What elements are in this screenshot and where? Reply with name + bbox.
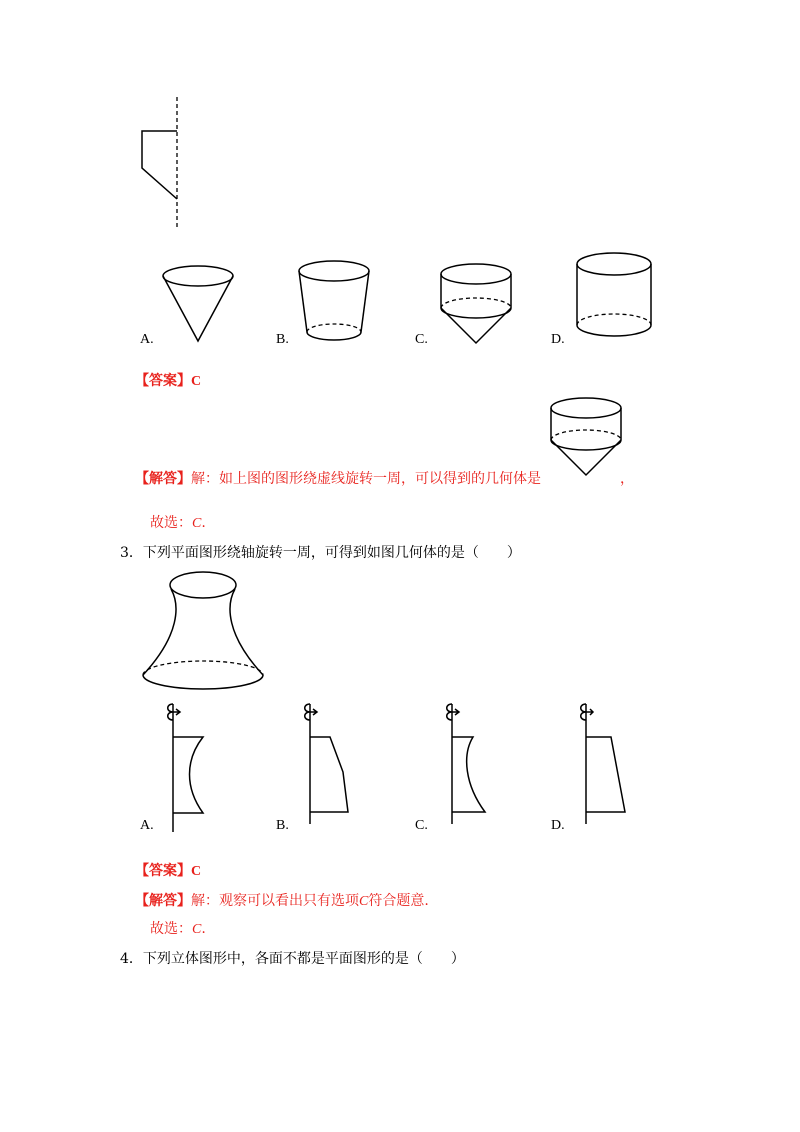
q3-option-c-label[interactable]: C. <box>415 818 428 833</box>
q2-choose-text: 故选： <box>150 515 192 531</box>
q2-choose <box>150 512 206 532</box>
q2-option-c-label[interactable]: C. <box>415 332 428 347</box>
rotation-arrow-icon <box>447 704 459 720</box>
q3-option-a-label[interactable]: A. <box>140 818 154 833</box>
q3-explain-text-2: 符合题意. <box>368 893 429 909</box>
q2-option-c-cylinder-cone <box>438 258 518 350</box>
q2-option-d-label[interactable]: D. <box>551 332 565 347</box>
q3-option-d-figure <box>573 700 633 835</box>
q2-answer-value: C <box>191 374 202 389</box>
q4-number: 4． <box>120 951 143 967</box>
q3-option-c-figure <box>440 700 500 835</box>
q2-choose-value: C <box>192 516 202 531</box>
q3-option-a-figure <box>160 700 220 835</box>
q3-stem <box>120 542 521 562</box>
q2-option-b-label[interactable]: B. <box>276 332 289 347</box>
q2-explanation <box>135 468 541 488</box>
q3-choose <box>150 918 206 938</box>
q2-option-a-cone <box>160 258 240 348</box>
q3-explain-text-1: 解：观察可以看出只有选项 <box>191 893 359 909</box>
q2-option-b-frustum <box>296 255 376 347</box>
q2-explain-label: 【解答】 <box>135 471 191 487</box>
rotation-arrow-icon <box>168 704 180 720</box>
q2-answer <box>135 370 201 390</box>
q3-choose-text: 故选： <box>150 921 192 937</box>
q3-answer-label: 【答案】 <box>135 863 191 879</box>
q2-choose-end: . <box>201 515 206 531</box>
q3-number: 3． <box>120 545 143 561</box>
q3-option-d-label[interactable]: D. <box>551 818 565 833</box>
rotation-arrow-icon <box>581 704 593 720</box>
q2-answer-label: 【答案】 <box>135 373 191 389</box>
q3-choose-end: . <box>201 921 206 937</box>
q3-solid-figure <box>138 565 268 695</box>
q4-stem <box>120 948 465 968</box>
q2-option-d-cylinder <box>573 250 658 350</box>
q3-answer <box>135 860 201 880</box>
q3-explain-label: 【解答】 <box>135 893 191 909</box>
q2-option-a-label[interactable]: A. <box>140 332 154 347</box>
q2-section-figure <box>130 95 190 235</box>
q2-explain-solid-figure <box>548 396 628 481</box>
q3-option-b-label[interactable]: B. <box>276 818 289 833</box>
q3-explain-var: C <box>359 894 369 909</box>
q4-stem-text: 下列立体图形中，各面不都是平面图形的是（ ） <box>142 951 465 967</box>
q2-explain-text: 解：如上图的图形绕虚线旋转一周，可以得到的几何体是 <box>191 471 541 487</box>
q3-stem-text: 下列平面图形绕轴旋转一周，可得到如图几何体的是（ ） <box>142 545 521 561</box>
q3-choose-value: C <box>192 922 202 937</box>
q3-explanation <box>135 890 429 910</box>
q3-answer-value: C <box>191 864 202 879</box>
rotation-arrow-icon <box>305 704 317 720</box>
q2-explain-end: ， <box>620 471 634 487</box>
q3-option-b-figure <box>298 700 358 835</box>
